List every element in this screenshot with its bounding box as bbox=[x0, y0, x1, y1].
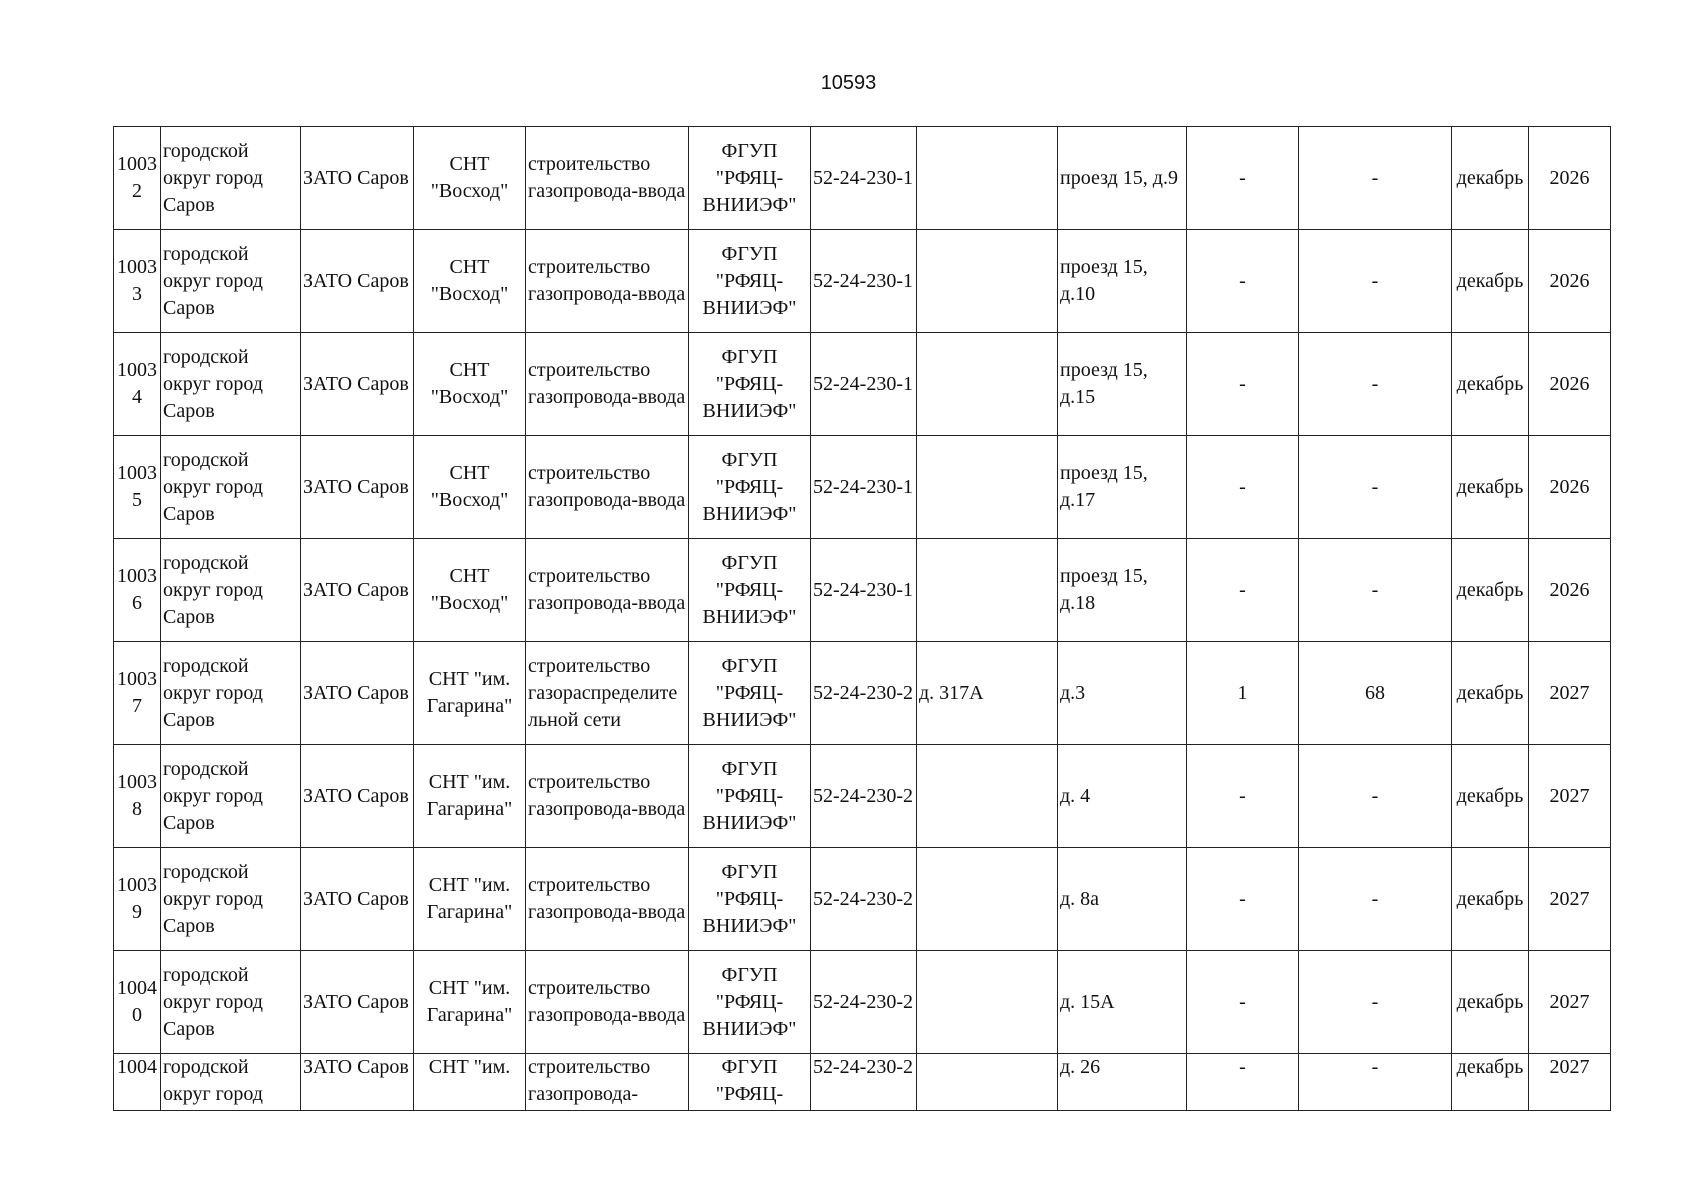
row-number-part: 1003 bbox=[117, 359, 157, 381]
settlement-cell bbox=[414, 951, 526, 1054]
cadastral-cell-text: 52-24-230-1 bbox=[813, 372, 913, 395]
month-cell-text: декабрь bbox=[1456, 1056, 1524, 1078]
district-cell-text: городской округ город Саров bbox=[163, 551, 263, 628]
district-cell bbox=[161, 1054, 301, 1111]
row-number-part: 1003 bbox=[117, 256, 157, 278]
year-cell bbox=[1529, 848, 1611, 951]
length-cell-text: - bbox=[1371, 887, 1379, 910]
length-cell-text: - bbox=[1371, 784, 1379, 807]
activity-cell-text: строительство газопровода-ввода bbox=[528, 977, 686, 1026]
municipality-cell bbox=[301, 539, 414, 642]
table-row bbox=[114, 539, 1611, 642]
cadastral-cell-text: 52-24-230-1 bbox=[813, 269, 913, 292]
district-cell-text: городской округ город Саров bbox=[163, 654, 263, 731]
year-cell bbox=[1529, 436, 1611, 539]
count-cell-text: - bbox=[1239, 269, 1246, 292]
settlement-cell-text: СНТ "им. Гагарина" bbox=[426, 668, 513, 717]
cadastral-cell-text: 52-24-230-2 bbox=[813, 1056, 913, 1078]
plot-cell bbox=[917, 333, 1058, 436]
district-cell-text: городской округ город Саров bbox=[163, 448, 263, 525]
address-cell bbox=[1058, 642, 1187, 745]
plot-cell bbox=[917, 539, 1058, 642]
month-cell-text: декабрь bbox=[1456, 166, 1524, 189]
year-cell-text: 2027 bbox=[1549, 681, 1590, 704]
activity-cell-text: строительство газопровода-ввода bbox=[528, 565, 686, 614]
operator-cell bbox=[689, 642, 811, 745]
row-number bbox=[114, 745, 161, 848]
district-cell bbox=[161, 127, 301, 230]
operator-cell bbox=[689, 333, 811, 436]
row-number-part: 8 bbox=[132, 798, 142, 820]
row-number bbox=[114, 848, 161, 951]
table-row bbox=[114, 127, 1611, 230]
settlement-cell-text: СНТ "им. Гагарина" bbox=[426, 977, 513, 1026]
count-cell bbox=[1187, 436, 1299, 539]
settlement-cell-text: СНТ "им. Гагарина" bbox=[426, 874, 513, 923]
count-cell bbox=[1187, 1054, 1299, 1111]
operator-cell-text: ФГУП "РФЯЦ-ВНИИЭФ" bbox=[702, 448, 797, 525]
settlement-cell bbox=[414, 333, 526, 436]
operator-cell-text: ФГУП "РФЯЦ-ВНИИЭФ" bbox=[702, 242, 797, 319]
address-cell bbox=[1058, 333, 1187, 436]
operator-cell bbox=[689, 745, 811, 848]
municipality-cell-text: ЗАТО Саров bbox=[303, 990, 409, 1013]
row-number-part: 9 bbox=[132, 901, 142, 923]
municipality-cell-text: ЗАТО Саров bbox=[303, 578, 409, 601]
plot-cell bbox=[917, 745, 1058, 848]
cadastral-cell-text: 52-24-230-2 bbox=[813, 887, 913, 910]
municipality-cell bbox=[301, 436, 414, 539]
municipality-cell bbox=[301, 127, 414, 230]
row-number-part: 1003 bbox=[117, 668, 157, 690]
municipality-cell-text: ЗАТО Саров bbox=[303, 166, 409, 189]
cadastral-cell bbox=[811, 230, 917, 333]
activity-cell-text: строительство газопровода-ввода bbox=[528, 256, 686, 305]
cadastral-cell bbox=[811, 1054, 917, 1111]
cadastral-cell bbox=[811, 848, 917, 951]
year-cell bbox=[1529, 333, 1611, 436]
cadastral-cell-text: 52-24-230-2 bbox=[813, 784, 913, 807]
count-cell bbox=[1187, 333, 1299, 436]
cadastral-cell-text: 52-24-230-1 bbox=[813, 578, 913, 601]
page-number: 10593 bbox=[820, 72, 877, 94]
settlement-cell-text: СНТ "Восход" bbox=[430, 565, 509, 614]
row-number-part: 1004 bbox=[117, 977, 157, 999]
plot-cell bbox=[917, 127, 1058, 230]
settlement-cell bbox=[414, 127, 526, 230]
activity-cell bbox=[526, 436, 689, 539]
municipality-cell bbox=[301, 951, 414, 1054]
table-row bbox=[114, 230, 1611, 333]
cadastral-cell-text: 52-24-230-2 bbox=[813, 681, 913, 704]
activity-cell-text: строительство газопровода- bbox=[528, 1056, 651, 1105]
row-number-part: 1003 bbox=[117, 565, 157, 587]
municipality-cell bbox=[301, 642, 414, 745]
row-number bbox=[114, 127, 161, 230]
operator-cell-text: ФГУП "РФЯЦ- bbox=[715, 1056, 784, 1105]
operator-cell-text: ФГУП "РФЯЦ-ВНИИЭФ" bbox=[702, 551, 797, 628]
row-number-part: 1003 bbox=[117, 771, 157, 793]
cadastral-cell bbox=[811, 127, 917, 230]
plot-cell-text: д. 317А bbox=[919, 681, 984, 704]
district-cell bbox=[161, 333, 301, 436]
month-cell bbox=[1452, 642, 1529, 745]
settlement-cell-text: СНТ "Восход" bbox=[430, 256, 509, 305]
count-cell-text: - bbox=[1239, 578, 1246, 601]
municipality-cell bbox=[301, 848, 414, 951]
cadastral-cell bbox=[811, 539, 917, 642]
count-cell bbox=[1187, 951, 1299, 1054]
address-cell-text: проезд 15, д.9 bbox=[1060, 166, 1178, 189]
activity-cell bbox=[526, 1054, 689, 1111]
year-cell bbox=[1529, 745, 1611, 848]
municipality-cell-text: ЗАТО Саров bbox=[303, 1056, 409, 1078]
month-cell-text: декабрь bbox=[1456, 990, 1524, 1013]
count-cell bbox=[1187, 745, 1299, 848]
cadastral-cell bbox=[811, 745, 917, 848]
address-cell-text: д. 8а bbox=[1060, 887, 1100, 910]
activity-cell bbox=[526, 333, 689, 436]
table-row bbox=[114, 333, 1611, 436]
address-cell-text: д.3 bbox=[1060, 681, 1086, 704]
activity-cell bbox=[526, 848, 689, 951]
month-cell-text: декабрь bbox=[1456, 681, 1524, 704]
registry-table bbox=[113, 126, 1611, 1111]
settlement-cell bbox=[414, 848, 526, 951]
month-cell bbox=[1452, 333, 1529, 436]
operator-cell bbox=[689, 539, 811, 642]
operator-cell-text: ФГУП "РФЯЦ-ВНИИЭФ" bbox=[702, 757, 797, 834]
activity-cell bbox=[526, 127, 689, 230]
count-cell-text: 1 bbox=[1237, 681, 1248, 704]
district-cell bbox=[161, 642, 301, 745]
address-cell bbox=[1058, 436, 1187, 539]
address-cell bbox=[1058, 848, 1187, 951]
table-row bbox=[114, 1054, 1611, 1111]
district-cell bbox=[161, 848, 301, 951]
cadastral-cell-text: 52-24-230-1 bbox=[813, 475, 913, 498]
year-cell-text: 2027 bbox=[1549, 887, 1590, 910]
row-number-part: 0 bbox=[132, 1004, 142, 1026]
district-cell-text: городской округ город Саров bbox=[163, 757, 263, 834]
activity-cell bbox=[526, 539, 689, 642]
length-cell bbox=[1299, 951, 1452, 1054]
operator-cell bbox=[689, 127, 811, 230]
activity-cell bbox=[526, 745, 689, 848]
month-cell-text: декабрь bbox=[1456, 784, 1524, 807]
table-row bbox=[114, 951, 1611, 1054]
cadastral-cell bbox=[811, 951, 917, 1054]
settlement-cell bbox=[414, 539, 526, 642]
municipality-cell-text: ЗАТО Саров bbox=[303, 372, 409, 395]
length-cell bbox=[1299, 539, 1452, 642]
plot-cell bbox=[917, 436, 1058, 539]
length-cell bbox=[1299, 333, 1452, 436]
length-cell-text: - bbox=[1371, 990, 1379, 1013]
row-number-part: 7 bbox=[132, 695, 142, 717]
address-cell-text: д. 26 bbox=[1060, 1056, 1101, 1078]
count-cell bbox=[1187, 127, 1299, 230]
year-cell-text: 2027 bbox=[1549, 1056, 1590, 1078]
month-cell-text: декабрь bbox=[1456, 887, 1524, 910]
row-number-part: 1004 bbox=[117, 1056, 157, 1078]
plot-cell bbox=[917, 951, 1058, 1054]
activity-cell bbox=[526, 951, 689, 1054]
count-cell bbox=[1187, 848, 1299, 951]
year-cell-text: 2026 bbox=[1549, 475, 1590, 498]
length-cell-text: - bbox=[1371, 166, 1379, 189]
district-cell bbox=[161, 951, 301, 1054]
year-cell bbox=[1529, 539, 1611, 642]
month-cell bbox=[1452, 848, 1529, 951]
length-cell bbox=[1299, 642, 1452, 745]
year-cell-text: 2026 bbox=[1549, 166, 1590, 189]
operator-cell-text: ФГУП "РФЯЦ-ВНИИЭФ" bbox=[702, 963, 797, 1040]
count-cell-text: - bbox=[1239, 372, 1246, 395]
row-number bbox=[114, 333, 161, 436]
operator-cell bbox=[689, 951, 811, 1054]
address-cell bbox=[1058, 127, 1187, 230]
row-number bbox=[114, 436, 161, 539]
row-number-part: 5 bbox=[132, 489, 142, 511]
operator-cell bbox=[689, 436, 811, 539]
count-cell-text: - bbox=[1239, 1056, 1246, 1078]
plot-cell bbox=[917, 642, 1058, 745]
year-cell-text: 2026 bbox=[1549, 269, 1590, 292]
month-cell bbox=[1452, 951, 1529, 1054]
operator-cell bbox=[689, 1054, 811, 1111]
settlement-cell bbox=[414, 642, 526, 745]
district-cell-text: городской округ город Саров bbox=[163, 345, 263, 422]
address-cell bbox=[1058, 745, 1187, 848]
municipality-cell bbox=[301, 1054, 414, 1111]
month-cell bbox=[1452, 230, 1529, 333]
count-cell bbox=[1187, 539, 1299, 642]
address-cell-text: проезд 15, д.17 bbox=[1060, 462, 1148, 511]
month-cell bbox=[1452, 1054, 1529, 1111]
year-cell-text: 2026 bbox=[1549, 578, 1590, 601]
row-number bbox=[114, 539, 161, 642]
row-number bbox=[114, 1054, 161, 1111]
operator-cell bbox=[689, 848, 811, 951]
municipality-cell-text: ЗАТО Саров bbox=[303, 784, 409, 807]
count-cell-text: - bbox=[1239, 990, 1246, 1013]
settlement-cell-text: СНТ "Восход" bbox=[430, 153, 509, 202]
municipality-cell bbox=[301, 230, 414, 333]
year-cell-text: 2027 bbox=[1549, 784, 1590, 807]
district-cell bbox=[161, 539, 301, 642]
plot-cell bbox=[917, 230, 1058, 333]
address-cell-text: д. 15А bbox=[1060, 990, 1115, 1013]
activity-cell bbox=[526, 230, 689, 333]
table-row bbox=[114, 848, 1611, 951]
municipality-cell-text: ЗАТО Саров bbox=[303, 681, 409, 704]
address-cell bbox=[1058, 539, 1187, 642]
count-cell-text: - bbox=[1239, 166, 1246, 189]
municipality-cell-text: ЗАТО Саров bbox=[303, 475, 409, 498]
month-cell-text: декабрь bbox=[1456, 578, 1524, 601]
length-cell-text: - bbox=[1371, 1056, 1379, 1078]
district-cell-text: городской округ город bbox=[163, 1056, 263, 1105]
settlement-cell bbox=[414, 1054, 526, 1111]
activity-cell bbox=[526, 642, 689, 745]
row-number bbox=[114, 951, 161, 1054]
table-row bbox=[114, 745, 1611, 848]
operator-cell-text: ФГУП "РФЯЦ-ВНИИЭФ" bbox=[702, 345, 797, 422]
row-number-part: 6 bbox=[132, 592, 142, 614]
settlement-cell-text: СНТ "Восход" bbox=[430, 462, 509, 511]
year-cell bbox=[1529, 1054, 1611, 1111]
address-cell-text: проезд 15, д.10 bbox=[1060, 256, 1148, 305]
district-cell bbox=[161, 745, 301, 848]
cadastral-cell-text: 52-24-230-2 bbox=[813, 990, 913, 1013]
month-cell bbox=[1452, 436, 1529, 539]
address-cell-text: проезд 15, д.15 bbox=[1060, 359, 1148, 408]
district-cell bbox=[161, 436, 301, 539]
activity-cell-text: строительство газораспределите льной сети bbox=[528, 654, 678, 731]
municipality-cell bbox=[301, 745, 414, 848]
length-cell bbox=[1299, 436, 1452, 539]
address-cell bbox=[1058, 1054, 1187, 1111]
row-number-part: 1003 bbox=[117, 874, 157, 896]
month-cell bbox=[1452, 539, 1529, 642]
month-cell bbox=[1452, 127, 1529, 230]
settlement-cell bbox=[414, 230, 526, 333]
year-cell bbox=[1529, 951, 1611, 1054]
length-cell bbox=[1299, 1054, 1452, 1111]
length-cell bbox=[1299, 848, 1452, 951]
month-cell-text: декабрь bbox=[1456, 372, 1524, 395]
activity-cell-text: строительство газопровода-ввода bbox=[528, 153, 686, 202]
settlement-cell bbox=[414, 436, 526, 539]
activity-cell-text: строительство газопровода-ввода bbox=[528, 359, 686, 408]
operator-cell-text: ФГУП "РФЯЦ-ВНИИЭФ" bbox=[702, 139, 797, 216]
district-cell-text: городской округ город Саров bbox=[163, 139, 263, 216]
activity-cell-text: строительство газопровода-ввода bbox=[528, 771, 686, 820]
length-cell-text: - bbox=[1371, 269, 1379, 292]
table-row bbox=[114, 436, 1611, 539]
settlement-cell bbox=[414, 745, 526, 848]
district-cell-text: городской округ город Саров bbox=[163, 963, 263, 1040]
year-cell bbox=[1529, 642, 1611, 745]
month-cell bbox=[1452, 745, 1529, 848]
address-cell-text: д. 4 bbox=[1060, 784, 1091, 807]
count-cell-text: - bbox=[1239, 887, 1246, 910]
settlement-cell-text: СНТ "им. Гагарина" bbox=[426, 771, 513, 820]
municipality-cell-text: ЗАТО Саров bbox=[303, 269, 409, 292]
operator-cell-text: ФГУП "РФЯЦ-ВНИИЭФ" bbox=[702, 654, 797, 731]
year-cell bbox=[1529, 127, 1611, 230]
address-cell-text: проезд 15, д.18 bbox=[1060, 565, 1148, 614]
count-cell-text: - bbox=[1239, 784, 1246, 807]
month-cell-text: декабрь bbox=[1456, 475, 1524, 498]
cadastral-cell-text: 52-24-230-1 bbox=[813, 166, 913, 189]
table-row bbox=[114, 642, 1611, 745]
row-number-part: 4 bbox=[132, 386, 142, 408]
row-number-part: 1003 bbox=[117, 153, 157, 175]
address-cell bbox=[1058, 230, 1187, 333]
length-cell-text: - bbox=[1371, 475, 1379, 498]
operator-cell bbox=[689, 230, 811, 333]
address-cell bbox=[1058, 951, 1187, 1054]
settlement-cell-text: СНТ "Восход" bbox=[430, 359, 509, 408]
row-number bbox=[114, 642, 161, 745]
row-number-part: 2 bbox=[132, 180, 142, 202]
year-cell-text: 2026 bbox=[1549, 372, 1590, 395]
row-number-part: 3 bbox=[132, 283, 142, 305]
municipality-cell bbox=[301, 333, 414, 436]
operator-cell-text: ФГУП "РФЯЦ-ВНИИЭФ" bbox=[702, 860, 797, 937]
plot-cell bbox=[917, 1054, 1058, 1111]
row-number-part: 1003 bbox=[117, 462, 157, 484]
cadastral-cell bbox=[811, 642, 917, 745]
row-number bbox=[114, 230, 161, 333]
count-cell-text: - bbox=[1239, 475, 1246, 498]
length-cell bbox=[1299, 745, 1452, 848]
count-cell bbox=[1187, 642, 1299, 745]
plot-cell bbox=[917, 848, 1058, 951]
cadastral-cell bbox=[811, 333, 917, 436]
cadastral-cell bbox=[811, 436, 917, 539]
municipality-cell-text: ЗАТО Саров bbox=[303, 887, 409, 910]
length-cell bbox=[1299, 230, 1452, 333]
count-cell bbox=[1187, 230, 1299, 333]
year-cell bbox=[1529, 230, 1611, 333]
activity-cell-text: строительство газопровода-ввода bbox=[528, 874, 686, 923]
year-cell-text: 2027 bbox=[1549, 990, 1590, 1013]
length-cell bbox=[1299, 127, 1452, 230]
activity-cell-text: строительство газопровода-ввода bbox=[528, 462, 686, 511]
length-cell-text: - bbox=[1371, 578, 1379, 601]
district-cell-text: городской округ город Саров bbox=[163, 860, 263, 937]
length-cell-text: - bbox=[1371, 372, 1379, 395]
district-cell-text: городской округ город Саров bbox=[163, 242, 263, 319]
month-cell-text: декабрь bbox=[1456, 269, 1524, 292]
length-cell-text: 68 bbox=[1365, 681, 1385, 704]
district-cell bbox=[161, 230, 301, 333]
settlement-cell-text: СНТ "им. bbox=[428, 1056, 511, 1078]
